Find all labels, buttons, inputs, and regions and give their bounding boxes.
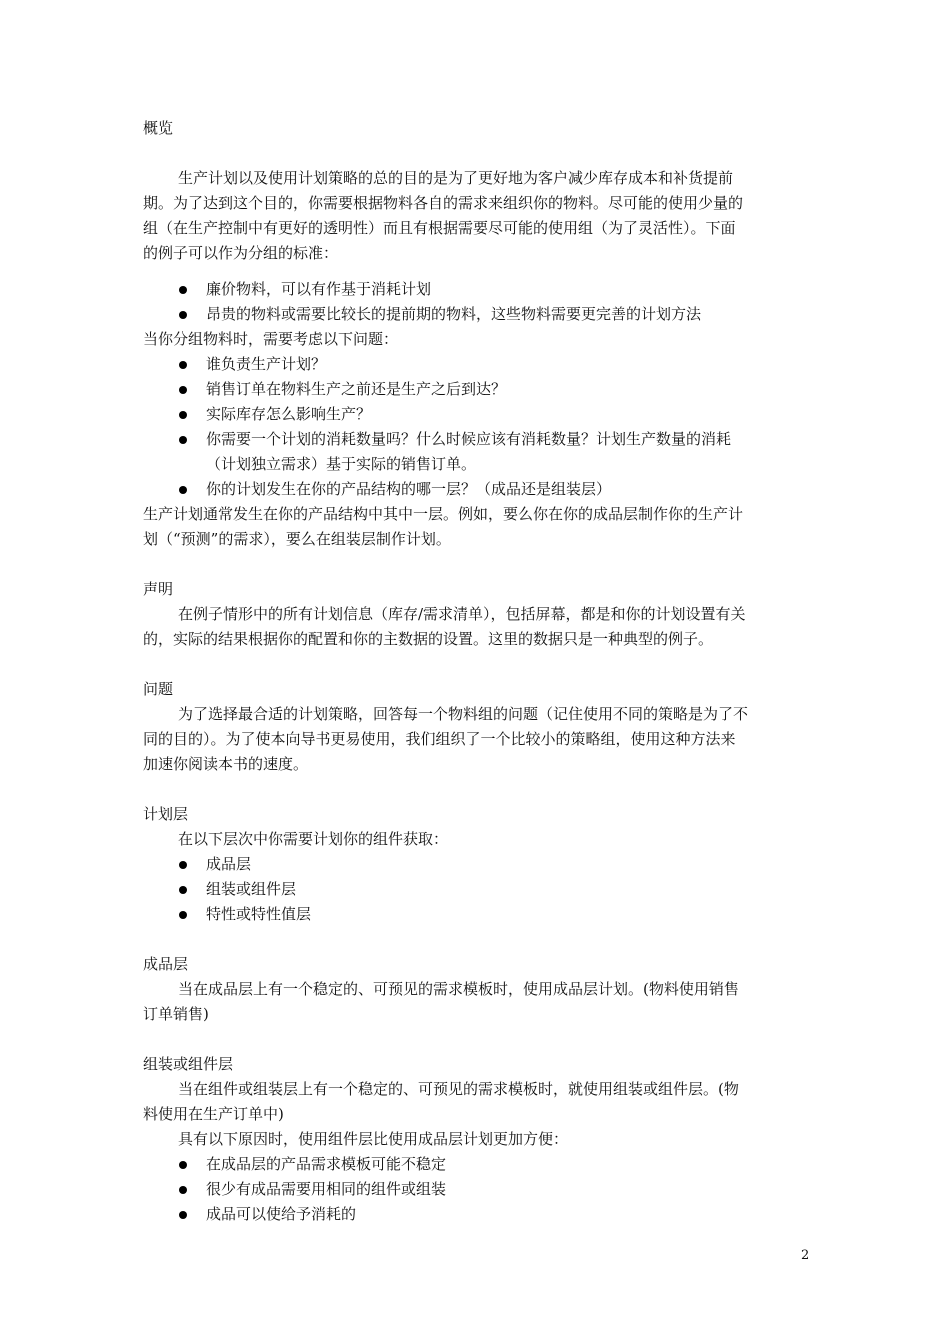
bullet-icon <box>179 486 187 494</box>
bullet-icon <box>179 286 187 294</box>
statement-paragraph-line: 的，实际的结果根据你的配置和你的主数据的设置。这里的数据只是一种典型的例子。 <box>143 630 714 648</box>
bullet-icon <box>179 1161 187 1169</box>
bullet-icon <box>179 886 187 894</box>
heading-planning-levels: 计划层 <box>143 805 189 823</box>
finished-level-paragraph-line: 当在成品层上有一个稳定的、可预见的需求模板时，使用成品层计划。(物料使用销售 <box>178 980 739 998</box>
criteria-list-item: 廉价物料，可以有作基于消耗计划 <box>143 277 808 302</box>
heading-overview: 概览 <box>143 119 174 137</box>
document-body <box>143 116 808 1227</box>
overview-paragraph-line: 的例子可以作为分组的标准： <box>143 244 339 262</box>
question-list-item: 你需要一个计划的消耗数量吗？什么时候应该有消耗数量？计划生产数量的消耗 <box>143 427 808 452</box>
overview-closing-line: 划（“预测”的需求），要么在组装层制作计划。 <box>143 530 451 548</box>
bullet-icon <box>179 861 187 869</box>
bullet-icon <box>179 1186 187 1194</box>
finished-level-paragraph-line: 订单销售) <box>143 1005 209 1023</box>
planning-level-item: 组装或组件层 <box>143 877 808 902</box>
question-list-item: 谁负责生产计划？ <box>143 352 808 377</box>
overview-closing-line: 生产计划通常发生在你的产品结构中其中一层。例如，要么你在你的成品层制作你的生产计 <box>143 505 744 523</box>
planning-levels-intro: 在以下层次中你需要计划你的组件获取： <box>178 830 449 848</box>
assembly-level-paragraph-line: 料使用在生产订单中) <box>143 1105 284 1123</box>
question-list-item: 实际库存怎么影响生产？ <box>143 402 808 427</box>
question-list-item-continuation: （计划独立需求）基于实际的销售订单。 <box>206 455 477 473</box>
assembly-level-paragraph-line: 当在组件或组装层上有一个稳定的、可预见的需求模板时，就使用组装或组件层。(物 <box>178 1080 739 1098</box>
overview-paragraph-line: 期。为了达到这个目的，你需要根据物料各自的需求来组织你的物料。尽可能的使用少量的 <box>143 194 744 212</box>
overview-paragraph-line: 生产计划以及使用计划策略的总的目的是为了更好地为客户减少库存成本和补货提前 <box>178 169 734 187</box>
question-list-item: 销售订单在物料生产之前还是生产之后到达？ <box>143 377 808 402</box>
assembly-reason-item: 在成品层的产品需求模板可能不稳定 <box>143 1152 808 1177</box>
questions-paragraph-line: 为了选择最合适的计划策略，回答每一个物料组的问题（记住使用不同的策略是为了不 <box>178 705 749 723</box>
criteria-list-item: 昂贵的物料或需要比较长的提前期的物料，这些物料需要更完善的计划方法 <box>143 302 808 327</box>
bullet-icon <box>179 1211 187 1219</box>
heading-statement: 声明 <box>143 580 174 598</box>
bullet-icon <box>179 386 187 394</box>
bullet-icon <box>179 361 187 369</box>
planning-level-item: 特性或特性值层 <box>143 902 808 927</box>
assembly-reason-item: 很少有成品需要用相同的组件或组装 <box>143 1177 808 1202</box>
question-list-item: 你的计划发生在你的产品结构的哪一层？（成品还是组装层） <box>143 477 808 502</box>
assembly-reason-item: 成品可以使给予消耗的 <box>143 1202 808 1227</box>
bullet-icon <box>179 411 187 419</box>
heading-assembly-level: 组装或组件层 <box>143 1055 234 1073</box>
bullet-icon <box>179 436 187 444</box>
planning-level-item: 成品层 <box>143 852 808 877</box>
page-number: 2 <box>801 1248 810 1263</box>
assembly-reasons-intro: 具有以下原因时，使用组件层比使用成品层计划更加方便： <box>178 1130 569 1148</box>
questions-paragraph-line: 加速你阅读本书的速度。 <box>143 755 309 773</box>
bullet-icon <box>179 311 187 319</box>
bullet-icon <box>179 911 187 919</box>
overview-paragraph-line: 组（在生产控制中有更好的透明性）而且有根据需要尽可能的使用组（为了灵活性）。下面 <box>143 219 736 237</box>
statement-paragraph-line: 在例子情形中的所有计划信息（库存/需求清单），包括屏幕，都是和你的计划设置有关 <box>178 605 746 623</box>
heading-finished-level: 成品层 <box>143 955 189 973</box>
questions-paragraph-line: 同的目的）。为了使本向导书更易使用，我们组织了一个比较小的策略组，使用这种方法来 <box>143 730 736 748</box>
questions-intro: 当你分组物料时，需要考虑以下问题： <box>143 330 399 348</box>
heading-questions: 问题 <box>143 680 174 698</box>
